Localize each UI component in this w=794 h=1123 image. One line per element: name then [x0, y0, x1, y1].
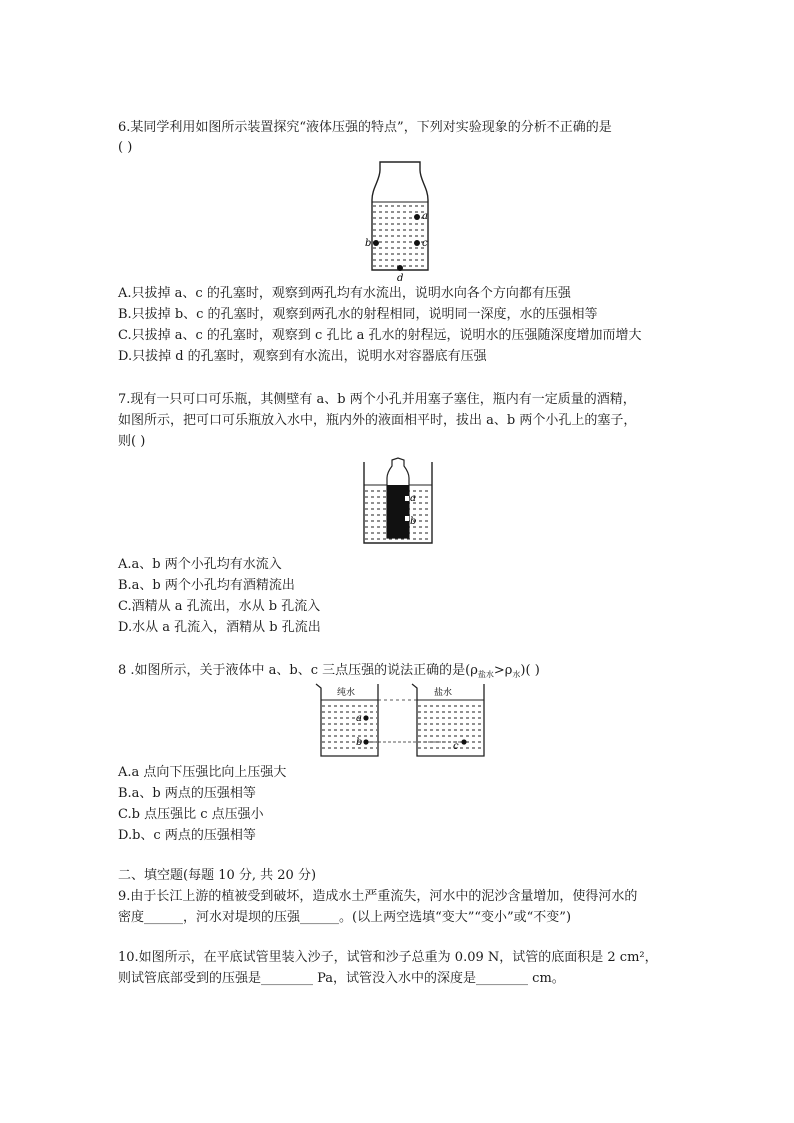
q6-hole-a	[414, 214, 420, 220]
beaker-left-label: 纯水	[337, 688, 356, 698]
q6-hole-c	[414, 240, 420, 246]
q7-hole-a	[405, 496, 409, 501]
q6-hole-b	[373, 240, 379, 246]
q7-figure-tank	[362, 456, 434, 546]
section-heading-fill-in: 二、填空题(每题 10 分, 共 20 分)	[118, 868, 317, 883]
q7-label-a: a	[410, 493, 416, 504]
q10-line1: 10.如图所示，在平底试管里装入沙子，试管和沙子总重为 0.09 N，试管的底面积是 2 cm²，	[118, 950, 658, 965]
q8-point-a	[363, 715, 368, 720]
q7-option-a: A.a、b 两个小孔均有水流入	[118, 557, 282, 572]
q7-option-c: C.酒精从 a 孔流出，水从 b 孔流入	[118, 599, 321, 614]
q7-label-b: b	[410, 516, 417, 527]
q8-stem: 8 .如图所示，关于液体中 a、b、c 三点压强的说法正确的是$(\rho_{盐水}>\rho_水)$( )	[118, 663, 540, 679]
q6-label-a: a	[422, 211, 428, 222]
q7-option-d: D.水从 a 孔流入，酒精从 b 孔流出	[118, 620, 321, 635]
q8-option-b: B.a、b 两点的压强相等	[118, 786, 256, 801]
q8-option-d: D.b、c 两点的压强相等	[118, 828, 256, 843]
q9-line1: 9.由于长江上游的植被受到破坏，造成水土严重流失，河水中的泥沙含量增加，使得河水的	[118, 889, 638, 904]
q6-option-b: B.只拔掉 b、c 的孔塞时，观察到两孔水的射程相同，说明同一深度，水的压强相等	[118, 307, 598, 322]
q8-label-a: a	[356, 713, 362, 724]
q6-label-b: b	[365, 238, 372, 249]
q8-figure-beakers	[312, 680, 494, 760]
q6-hole-d	[397, 265, 403, 271]
rho-water-subscript: 水	[512, 670, 521, 679]
q6-stem-line2: ( )	[118, 140, 133, 155]
q8-point-b	[363, 739, 368, 744]
q7-stem-line3: 则( )	[118, 434, 146, 449]
q6-option-a: A.只拔掉 a、c 的孔塞时，观察到两孔均有水流出，说明水向各个方向都有压强	[118, 286, 571, 301]
q8-option-c: C.b 点压强比 c 点压强小	[118, 807, 264, 822]
q7-hole-b	[405, 516, 409, 521]
q6-label-d: d	[397, 273, 404, 283]
rho-saltwater-subscript: 盐水	[477, 670, 494, 679]
q10-line2: 则试管底部受到的压强是________ Pa，试管没入水中的深度是________ cm。	[118, 971, 565, 986]
q8-label-b: b	[356, 737, 363, 748]
q9-line2: 密度______，河水对堤坝的压强______。(以上两空选填“变大”“变小”或“不变”)	[118, 910, 572, 925]
q8-label-c: c	[453, 741, 459, 752]
q6-figure-bottle	[360, 158, 440, 283]
q7-stem-line1: 7.现有一只可口可乐瓶，其侧壁有 a、b 两个小孔并用塞子塞住，瓶内有一定质量的酒精，	[118, 392, 636, 407]
q7-option-b: B.a、b 两个小孔均有酒精流出	[118, 578, 295, 593]
q8-point-c	[461, 739, 466, 744]
q6-option-c: C.只拔掉 a、c 的孔塞时，观察到 c 孔比 a 孔水的射程远，说明水的压强随深度增加而增大	[118, 328, 642, 343]
q6-label-c: c	[422, 238, 428, 249]
q7-stem-line2: 如图所示，把可口可乐瓶放入水中，瓶内外的液面相平时，拔出 a、b 两个小孔上的塞子，	[118, 413, 637, 428]
q6-stem-line1: 6.某同学利用如图所示装置探究“液体压强的特点”，下列对实验现象的分析不正确的是	[118, 120, 612, 135]
beaker-right-label: 盐水	[434, 688, 453, 698]
q6-option-d: D.只拔掉 d 的孔塞时，观察到有水流出，说明水对容器底有压强	[118, 349, 487, 364]
q8-option-a: A.a 点向下压强比向上压强大	[118, 765, 287, 780]
